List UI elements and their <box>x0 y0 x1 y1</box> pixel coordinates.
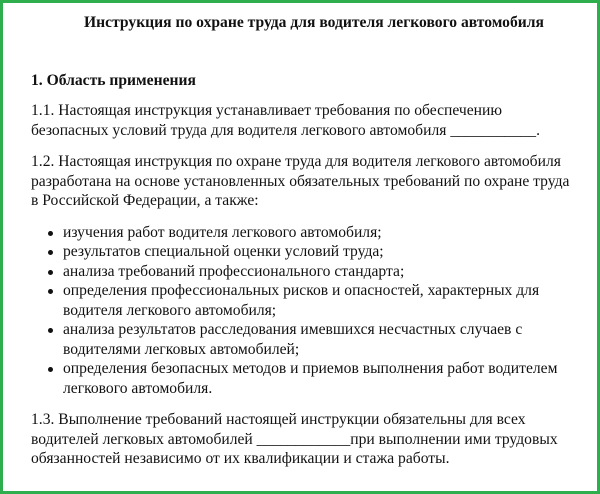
list-item-text: определения профессиональных рисков и опасностей, характерных для водителя легкового автомобиля; <box>63 282 540 319</box>
bullet-icon <box>48 231 53 236</box>
list-item-text: результатов специальной оценки условий труда; <box>63 243 384 260</box>
paragraph-1-1: 1.1. Настоящая инструкция устанавливает требования по обеспечению безопасных условий труда для водителя легкового автомобиля ___________. <box>31 102 540 139</box>
bullet-icon <box>48 289 53 294</box>
list-item <box>31 242 579 262</box>
list-item <box>31 223 579 243</box>
list-item-text: анализа результатов расследования имевшихся несчастных случаев с водителями легковых автомобилей; <box>63 321 523 358</box>
document-title: Инструкция по охране труда для водителя легкового автомобиля <box>84 14 544 31</box>
bullet-icon <box>48 367 53 372</box>
list-item <box>31 359 579 398</box>
list-item-text: изучения работ водителя легкового автомобиля; <box>63 223 382 241</box>
bullet-icon <box>48 328 53 333</box>
list-item <box>31 320 579 359</box>
document-body <box>31 13 579 469</box>
paragraph-1-2: 1.2. Настоящая инструкция по охране труда для водителя легкового автомобиля разработана на основе установленных обязательных требований по охране труда в Российской Федерации, а также: <box>31 153 570 209</box>
bullet-icon <box>48 250 53 255</box>
list-item-text: анализа требований профессионального стандарта; <box>63 262 405 280</box>
bullet-icon <box>48 270 53 275</box>
bullet-list <box>31 223 579 399</box>
section-heading: 1. Область применения <box>31 71 196 89</box>
paragraph-1-3: 1.3. Выполнение требований настоящей инструкции обязательны для всех водителей легковых автомобилей ____________при выполнении ими трудовых обязанностей независимо от их квалификации и стажа работы. <box>31 411 558 467</box>
list-item <box>31 281 579 320</box>
list-item <box>31 262 579 282</box>
list-item-text: определения безопасных методов и приемов выполнения работ водителем легкового автомобиля. <box>63 360 558 397</box>
